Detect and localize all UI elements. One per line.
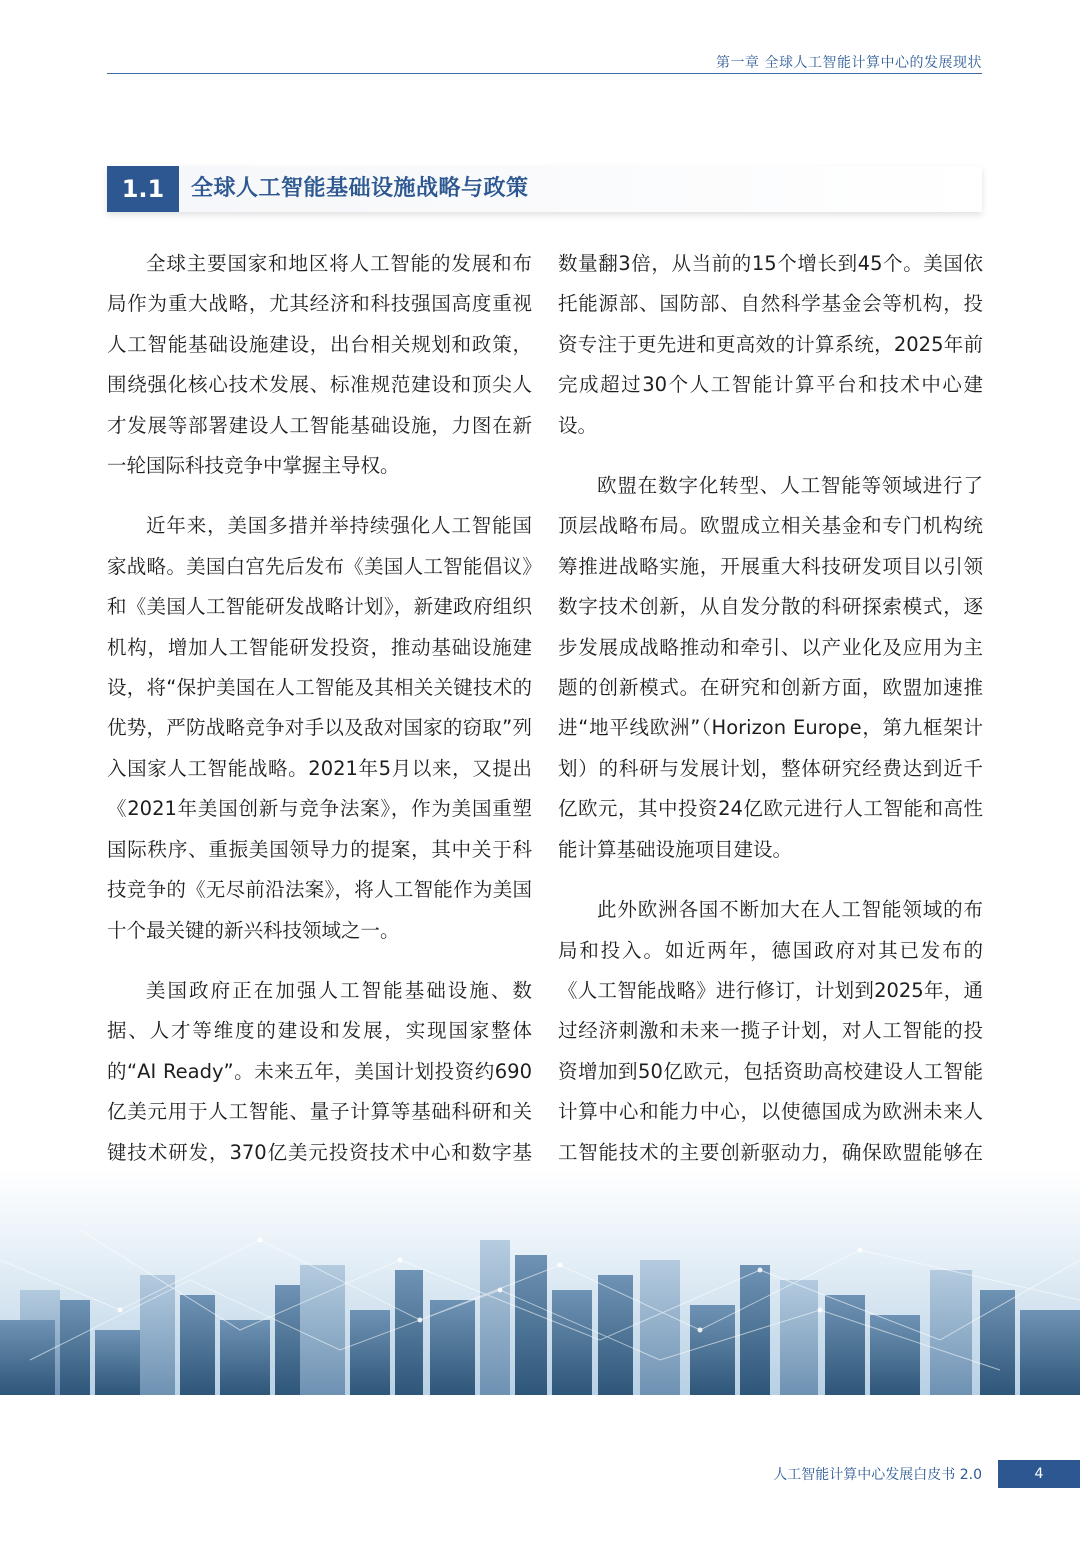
- footer-title: 人工智能计算中心发展白皮书 2.0: [773, 1467, 982, 1483]
- chapter-header: 第一章 全球人工智能计算中心的发展现状: [716, 55, 982, 71]
- left-column: [107, 244, 532, 1233]
- section-heading: [107, 166, 982, 212]
- right-column: [558, 244, 983, 1274]
- paragraph: 近年来，美国多措并举持续强化人工智能国家战略。美国白宫先后发布《美国人工智能倡议》和《美国人工智能研发战略计划》，新建政府组织机构，增加人工智能研发投资，推动基础设施建设，将“保护美国在人工智能及其相关关键技术的优势，严防战略竞争对手以及敌对国家的窃取”列入国家人工智能战略。2021年5月以来，又提出《2021年美国创新与竞争法案》，作为美国重塑国际秩序、重振美国领导力的提案，其中关于科技竞争的《无尽前沿法案》，将人工智能作为美国十个最关键的新兴科技领域之一。: [107, 514, 532, 942]
- paragraph-continuation: 数量翻3倍，从当前的15个增长到45个。美国依托能源部、国防部、自然科学基金会等机构，投资专注于更先进和更高效的计算系统，2025年前完成超过30个人工智能计算平台和技术中心建设。: [558, 252, 983, 437]
- paragraph: 欧盟在数字化转型、人工智能等领域进行了顶层战略布局。欧盟成立相关基金和专门机构统筹推进战略实施，开展重大科技研发项目以引领数字技术创新，从自发分散的科研探索模式，逐步发展成战略推动和牵引、以产业化及应用为主题的创新模式。在研究和创新方面，欧盟加速推进“地平线欧洲”（Horizon Europe，第九框架计划）的科研与发展计划，整体研究经费达到近千亿欧元，其中投资24亿欧元进行人工智能和高性能计算基础设施项目建设。: [558, 474, 983, 861]
- paragraph: 此外欧洲各国不断加大在人工智能领域的布局和投入。如近两年，德国政府对其已发布的《人工智能战略》进行修订，计划到2025年，通过经济刺激和未来一揽子计划，对人工智能的投资增加到50亿欧元，包括资助高校建设人工智能计算中心和能力中心，以使德国成为欧洲未来人工智能技术的主要创新驱动力，确保欧盟能够在: [558, 898, 983, 1164]
- header-rule: [107, 73, 982, 74]
- section-number: 1.1: [107, 166, 179, 212]
- section-title: 全球人工智能基础设施战略与政策: [191, 176, 529, 201]
- paragraph: 全球主要国家和地区将人工智能的发展和布局作为重大战略，尤其经济和科技强国高度重视人工智能基础设施建设，出台相关规划和政策，围绕强化核心技术发展、标准规范建设和顶尖人才发展等部署建设人工智能基础设施，力图在新一轮国际科技竞争中掌握主导权。: [107, 252, 532, 478]
- city-skyline-image: [0, 1170, 1080, 1395]
- paragraph: 美国政府正在加强人工智能基础设施、数据、人才等维度的建设和发展，实现国家整体的“AI Ready”。未来五年，美国计划投资约690亿美元用于人工智能、量子计算等基础科研和关键技术研发，370亿美元投资技术中心和数字基: [107, 978, 532, 1164]
- page-number: 4: [998, 1460, 1080, 1488]
